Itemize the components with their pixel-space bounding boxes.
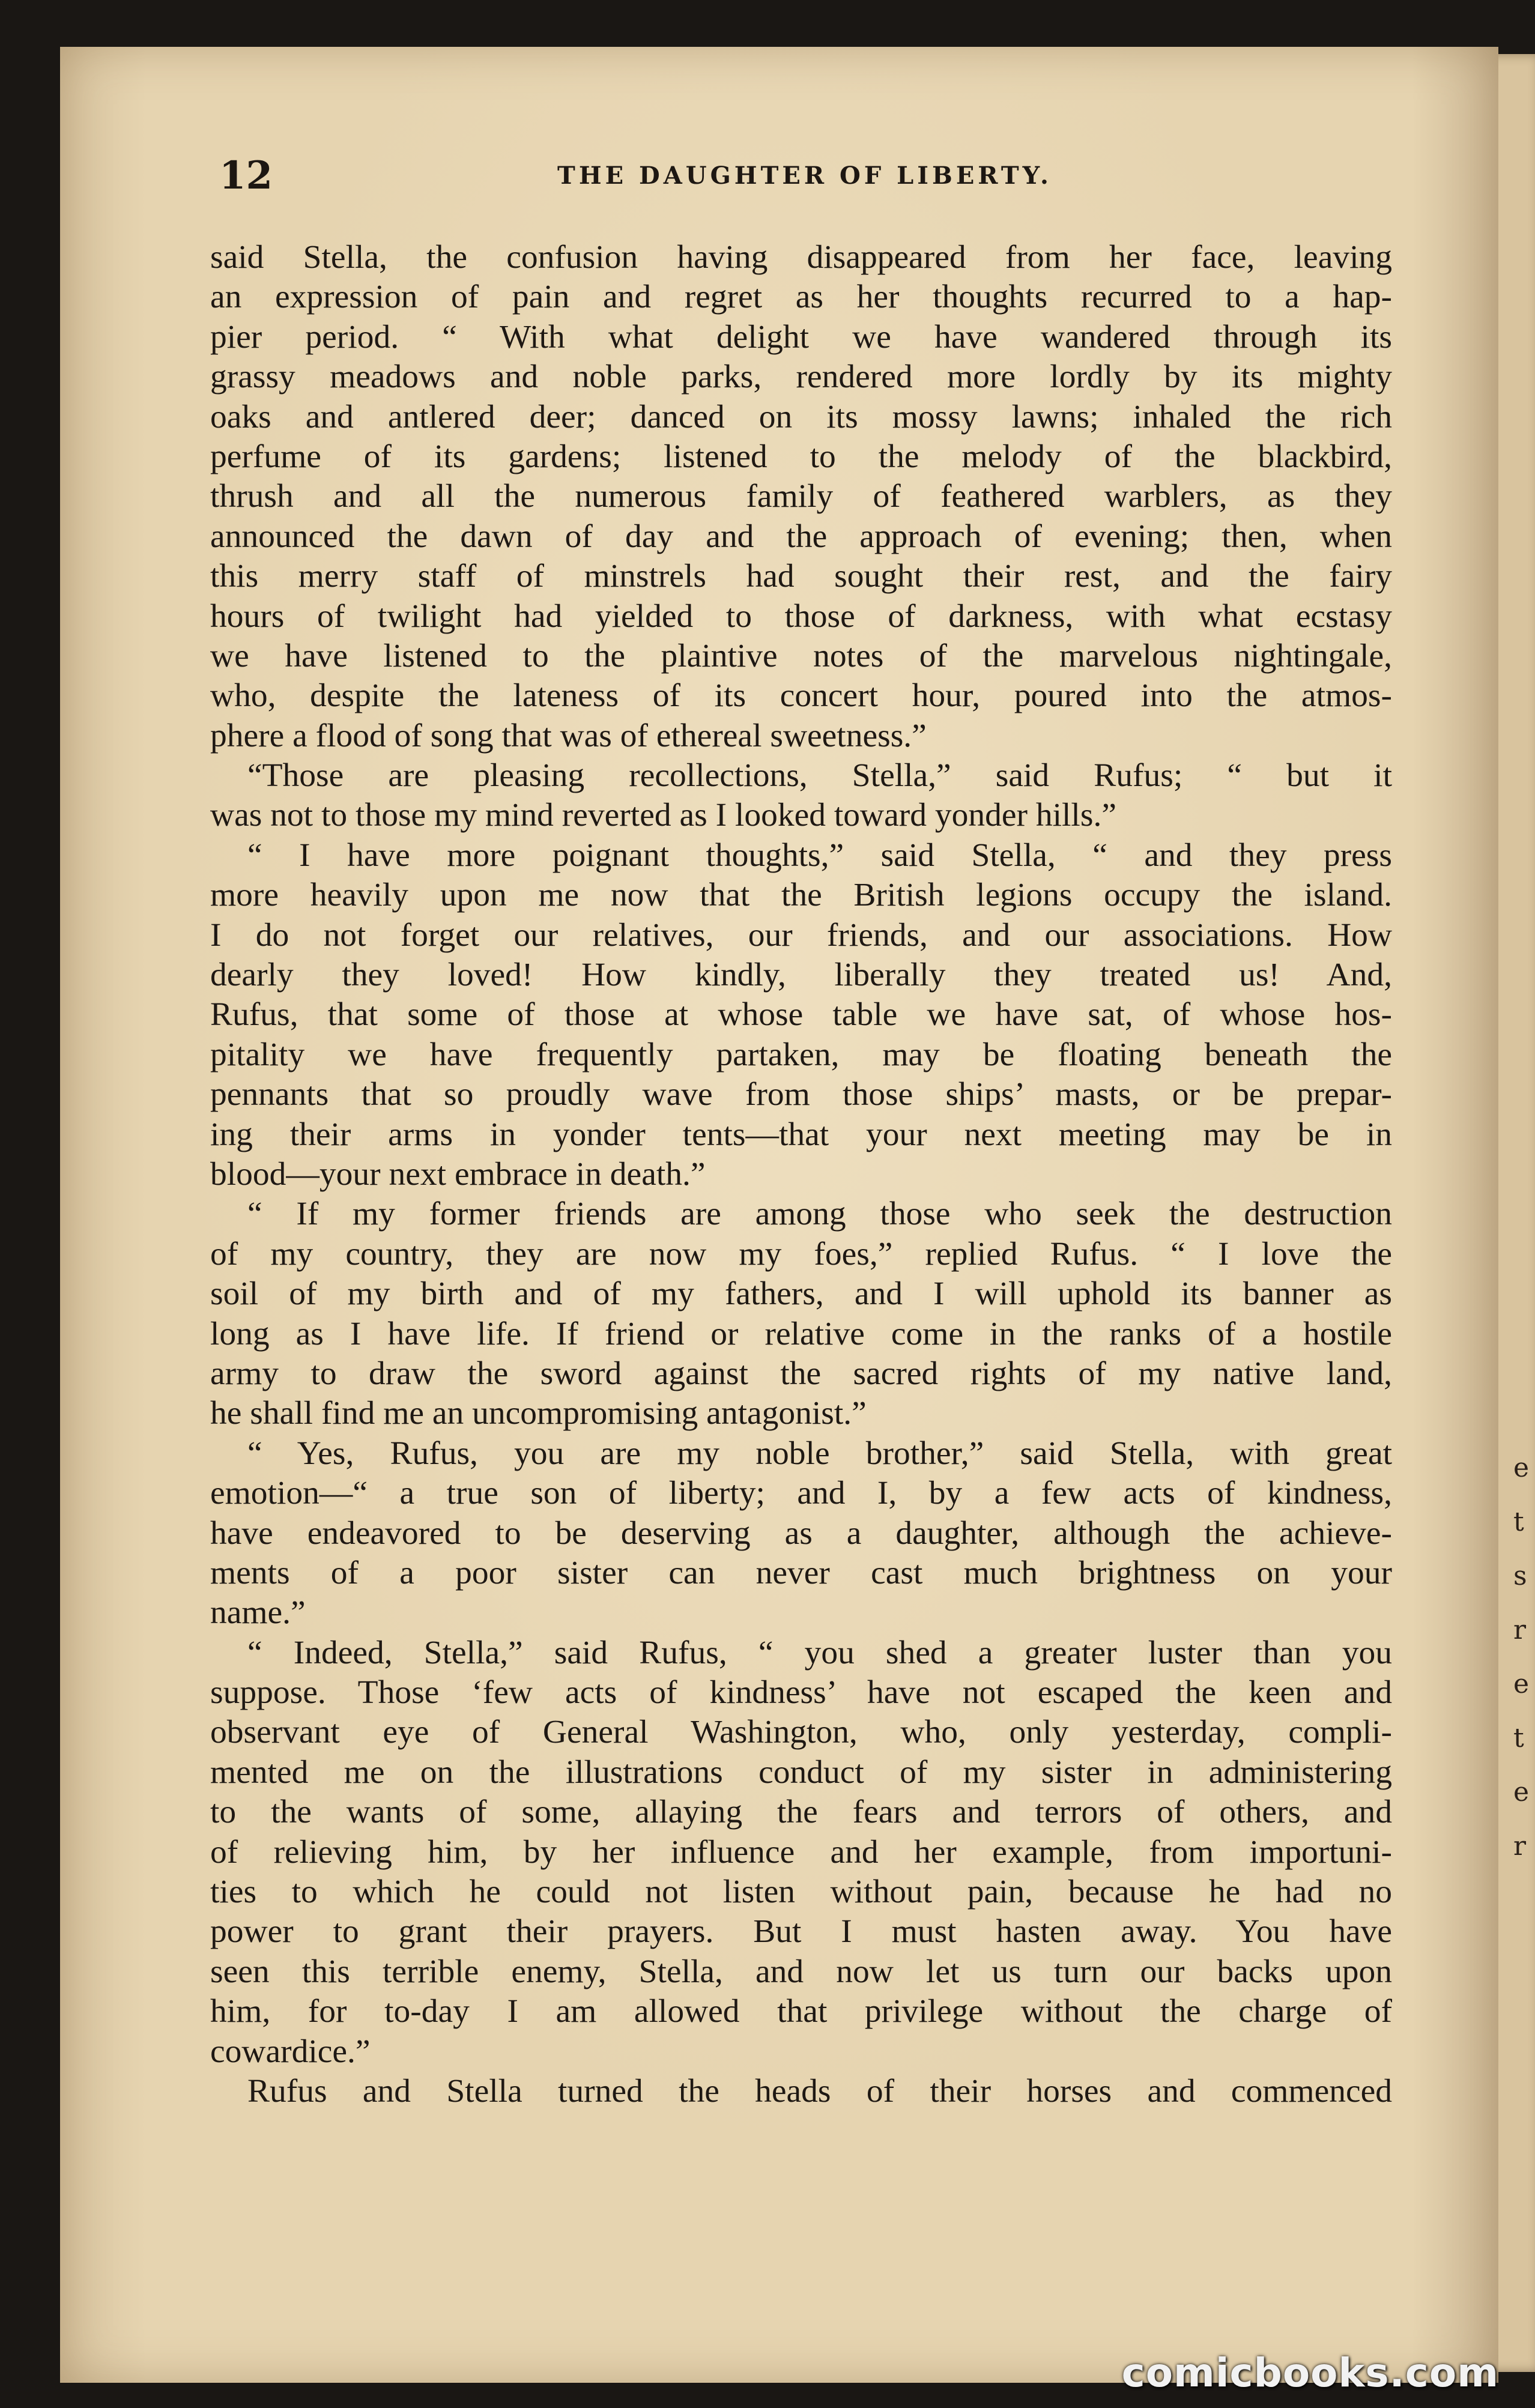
adjacent-page-letters: [1513, 1441, 1535, 1874]
text-line: phere a flood of song that was of ethereal sweetness.”: [210, 717, 927, 754]
text-line: to the wants of some, allaying the fears and terrors of others, and: [210, 1794, 1392, 1831]
text-line: dearly they loved! How kindly, liberally they treated us! And,: [210, 957, 1392, 994]
text-line: an expression of pain and regret as her thoughts recurred to a hap-: [210, 279, 1392, 316]
edge-letter: t: [1513, 1723, 1524, 1753]
text-line: this merry staff of minstrels had sought their rest, and the fairy: [210, 558, 1392, 595]
text-line: of my country, they are now my foes,” replied Rufus. “ I love the: [210, 1235, 1392, 1272]
text-line: pier period. “ With what delight we have wandered through its: [210, 318, 1392, 355]
text-line: perfume of its gardens; listened to the melody of the blackbird,: [210, 438, 1392, 475]
text-line: suppose. Those ‘few acts of kindness’ have not escaped the keen and: [210, 1674, 1392, 1711]
text-line: thrush and all the numerous family of feathered warblers, as they: [210, 478, 1392, 515]
running-title: THE DAUGHTER OF LIBERTY.: [557, 162, 1052, 190]
text-line: cowardice.”: [210, 2033, 371, 2070]
text-line: grassy meadows and noble parks, rendered more lordly by its mighty: [210, 358, 1392, 396]
text-line: blood—your next embrace in death.”: [210, 1155, 706, 1193]
text-line: army to draw the sword against the sacred rights of my native land,: [210, 1355, 1392, 1392]
text-line: mented me on the illustrations conduct of my sister in administering: [210, 1753, 1392, 1791]
text-line: said Stella, the confusion having disappeared from her face, leaving: [210, 239, 1392, 276]
text-line: of relieving him, by her influence and her example, from importuni-: [210, 1833, 1392, 1871]
text-line: ing their arms in yonder tents—that your next meeting may be in: [210, 1116, 1392, 1153]
text-line: “ I have more poignant thoughts,” said Stella, “ and they press: [247, 836, 1392, 874]
edge-letter: e: [1513, 1453, 1530, 1483]
text-line: more heavily upon me now that the British legions occupy the island.: [210, 877, 1392, 914]
text-line: Rufus, that some of those at whose table we have sat, of whose hos-: [210, 996, 1392, 1033]
text-line: soil of my birth and of my fathers, and I will uphold its banner as: [210, 1275, 1392, 1313]
text-line: emotion—“ a true son of liberty; and I, by a few acts of kindness,: [210, 1475, 1392, 1512]
text-line: name.”: [210, 1594, 306, 1632]
text-line: observant eye of General Washington, who, only yesterday, compli-: [210, 1714, 1392, 1751]
text-line: “ Indeed, Stella,” said Rufus, “ you shed a greater luster than you: [247, 1634, 1392, 1671]
text-line: long as I have life. If friend or relative come in the ranks of a hostile: [210, 1315, 1392, 1352]
edge-letter: r: [1513, 1831, 1527, 1862]
text-line: pitality we have frequently partaken, may be floating beneath the: [210, 1036, 1392, 1073]
text-line: he shall find me an uncompromising antagonist.”: [210, 1395, 867, 1432]
text-line: hours of twilight had yielded to those of darkness, with what ecstasy: [210, 597, 1392, 635]
text-line: have endeavored to be deserving as a daughter, although the achieve-: [210, 1514, 1392, 1552]
body-text: [210, 238, 1392, 2111]
page-header: [219, 153, 1390, 201]
text-line: was not to those my mind reverted as I looked toward yonder hills.”: [210, 797, 1116, 834]
text-line: announced the dawn of day and the approach of evening; then, when: [210, 518, 1392, 555]
text-line: seen this terrible enemy, Stella, and now let us turn our backs upon: [210, 1953, 1392, 1990]
edge-letter: e: [1513, 1777, 1530, 1808]
text-line: “ If my former friends are among those who seek the destruction: [247, 1196, 1392, 1233]
page-number: 12: [219, 153, 273, 198]
text-line: pennants that so proudly wave from those ships’ masts, or be prepar-: [210, 1076, 1392, 1113]
text-line: ties to which he could not listen without pain, because he had no: [210, 1874, 1392, 1911]
text-line: ments of a poor sister can never cast much brightness on your: [210, 1554, 1392, 1591]
edge-letter: r: [1513, 1615, 1527, 1645]
edge-letter: t: [1513, 1507, 1524, 1537]
text-line: Rufus and Stella turned the heads of their horses and commenced: [247, 2072, 1392, 2110]
edge-letter: e: [1513, 1669, 1530, 1699]
text-line: “Those are pleasing recollections, Stella,” said Rufus; “ but it: [247, 757, 1392, 794]
text-line: we have listened to the plaintive notes of the marvelous nightingale,: [210, 637, 1392, 674]
text-line: oaks and antlered deer; danced on its mossy lawns; inhaled the rich: [210, 398, 1392, 435]
watermark: comicbooks.com: [1121, 2350, 1499, 2396]
text-line: “ Yes, Rufus, you are my noble brother,” said Stella, with great: [247, 1435, 1392, 1472]
text-line: power to grant their prayers. But I must hasten away. You have: [210, 1913, 1392, 1950]
text-line: him, for to-day I am allowed that privilege without the charge of: [210, 1993, 1392, 2030]
text-line: I do not forget our relatives, our friends, and our associations. How: [210, 916, 1392, 954]
text-line: who, despite the lateness of its concert hour, poured into the atmos-: [210, 677, 1392, 715]
edge-letter: s: [1513, 1561, 1527, 1591]
